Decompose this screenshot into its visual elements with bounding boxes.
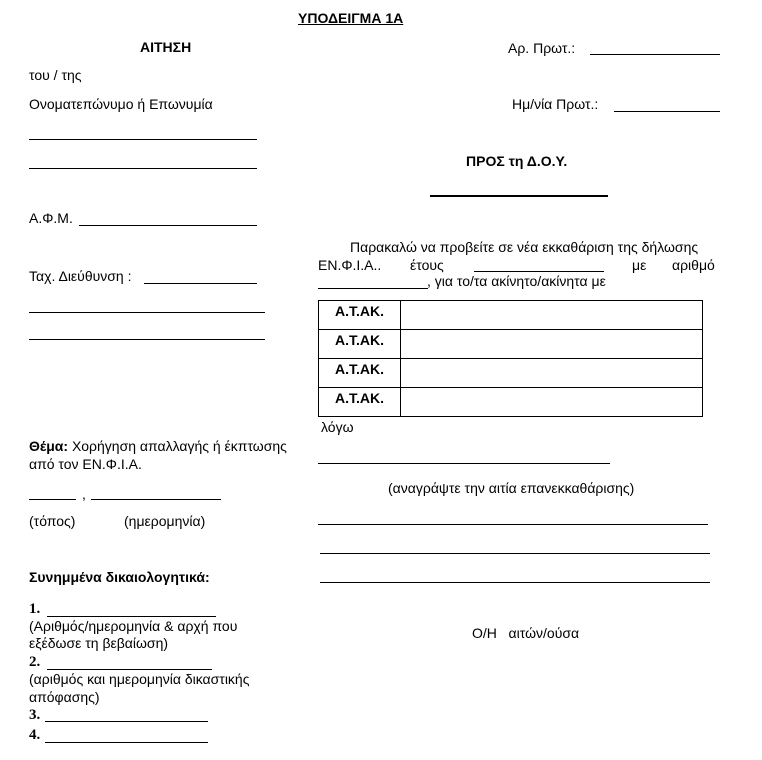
table-row [319,301,703,330]
date-label: (ημερομηνία) [124,513,206,529]
attachment-4-line[interactable] [45,742,208,743]
address-line-1[interactable] [144,283,257,284]
attachment-4-number: 4. [29,727,41,743]
table-row [319,388,703,417]
number-line[interactable] [318,288,428,289]
table-row [319,330,703,359]
reason-line-3[interactable] [320,553,710,554]
prot-number-line[interactable] [590,54,720,55]
request-year: έτους [410,257,444,273]
request-enfia: ΕΝ.Φ.Ι.Α.. [318,257,382,273]
year-line[interactable] [474,271,604,272]
atak-label: Α.Τ.ΑΚ. [319,388,401,417]
prot-number-label: Αρ. Πρωτ.: [508,40,576,56]
subject-text: Χορήγηση απαλλαγής ή έκπτωσης [71,438,287,454]
reason-label: λόγω [321,419,354,435]
prot-date-line[interactable] [614,111,720,112]
signatory-label: Ο/Η αιτών/ούσα [472,625,580,641]
reason-line-1[interactable] [318,463,610,464]
atak-value-cell[interactable] [401,388,703,417]
atak-value-cell[interactable] [401,359,703,388]
atak-label: Α.Τ.ΑΚ. [319,359,401,388]
afm-label: Α.Φ.Μ. [29,210,73,226]
attachments-title: Συνημμένα δικαιολογητικά: [29,569,210,585]
attachment-3-number: 3. [29,707,41,723]
request-with: με [632,257,647,273]
name-line-2[interactable] [29,168,257,169]
reason-hint: (αναγράψτε την αιτία επανεκκαθάρισης) [388,480,635,496]
name-line-1[interactable] [29,139,257,140]
to-doy-label: ΠΡΟΣ τη Δ.Ο.Υ. [466,153,568,169]
attachment-2-number: 2. [29,654,41,670]
address-line-2[interactable] [29,312,265,313]
reason-line-2[interactable] [318,524,708,525]
address-line-3[interactable] [29,339,265,340]
atak-table [318,300,703,417]
prot-date-label: Ημ/νία Πρωτ.: [512,96,599,112]
subject-bold-label: Θέμα: [29,438,69,454]
subject-line-2: από τον ΕΝ.Φ.Ι.Α. [29,456,142,472]
attachment-1-note-2: εξέδωσε τη βεβαίωση) [29,635,169,651]
attachment-2-note-1: (αριθμός και ημερομηνία δικαστικής [29,671,250,687]
doy-line[interactable] [430,195,608,197]
reason-line-4[interactable] [320,582,710,583]
attachment-1-line[interactable] [47,616,216,617]
atak-label: Α.Τ.ΑΚ. [319,301,401,330]
attachment-1-note-1: (Αριθμός/ημερομηνία & αρχή που [29,618,238,634]
request-number: αριθμό [672,257,715,273]
model-title: ΥΠΟΔΕΙΓΜΑ 1Α [298,10,404,26]
attachment-3-line[interactable] [45,721,208,722]
attachment-1-number: 1. [29,601,41,617]
request-line-1: Παρακαλώ να προβείτε σε νέα εκκαθάριση της δήλωσης [350,239,699,255]
table-row [319,359,703,388]
application-heading: ΑΙΤΗΣΗ [140,39,192,55]
name-label: Ονοματεπώνυμο ή Επωνυμία [29,96,213,112]
date-line[interactable] [91,499,221,500]
address-label: Ταχ. Διεύθυνση : [29,268,132,284]
place-separator: , [82,486,86,502]
attachment-2-line[interactable] [47,669,212,670]
subject-line-1 [29,438,287,454]
atak-value-cell[interactable] [401,330,703,359]
attachment-2-note-2: απόφασης) [29,689,100,705]
place-label: (τόπος) [29,513,76,529]
of-label: του / της [29,67,82,83]
atak-label: Α.Τ.ΑΚ. [319,330,401,359]
request-line-3: , για το/τα ακίνητο/ακίνητα με [427,273,606,289]
afm-line[interactable] [79,225,257,226]
place-line[interactable] [29,499,76,500]
atak-value-cell[interactable] [401,301,703,330]
